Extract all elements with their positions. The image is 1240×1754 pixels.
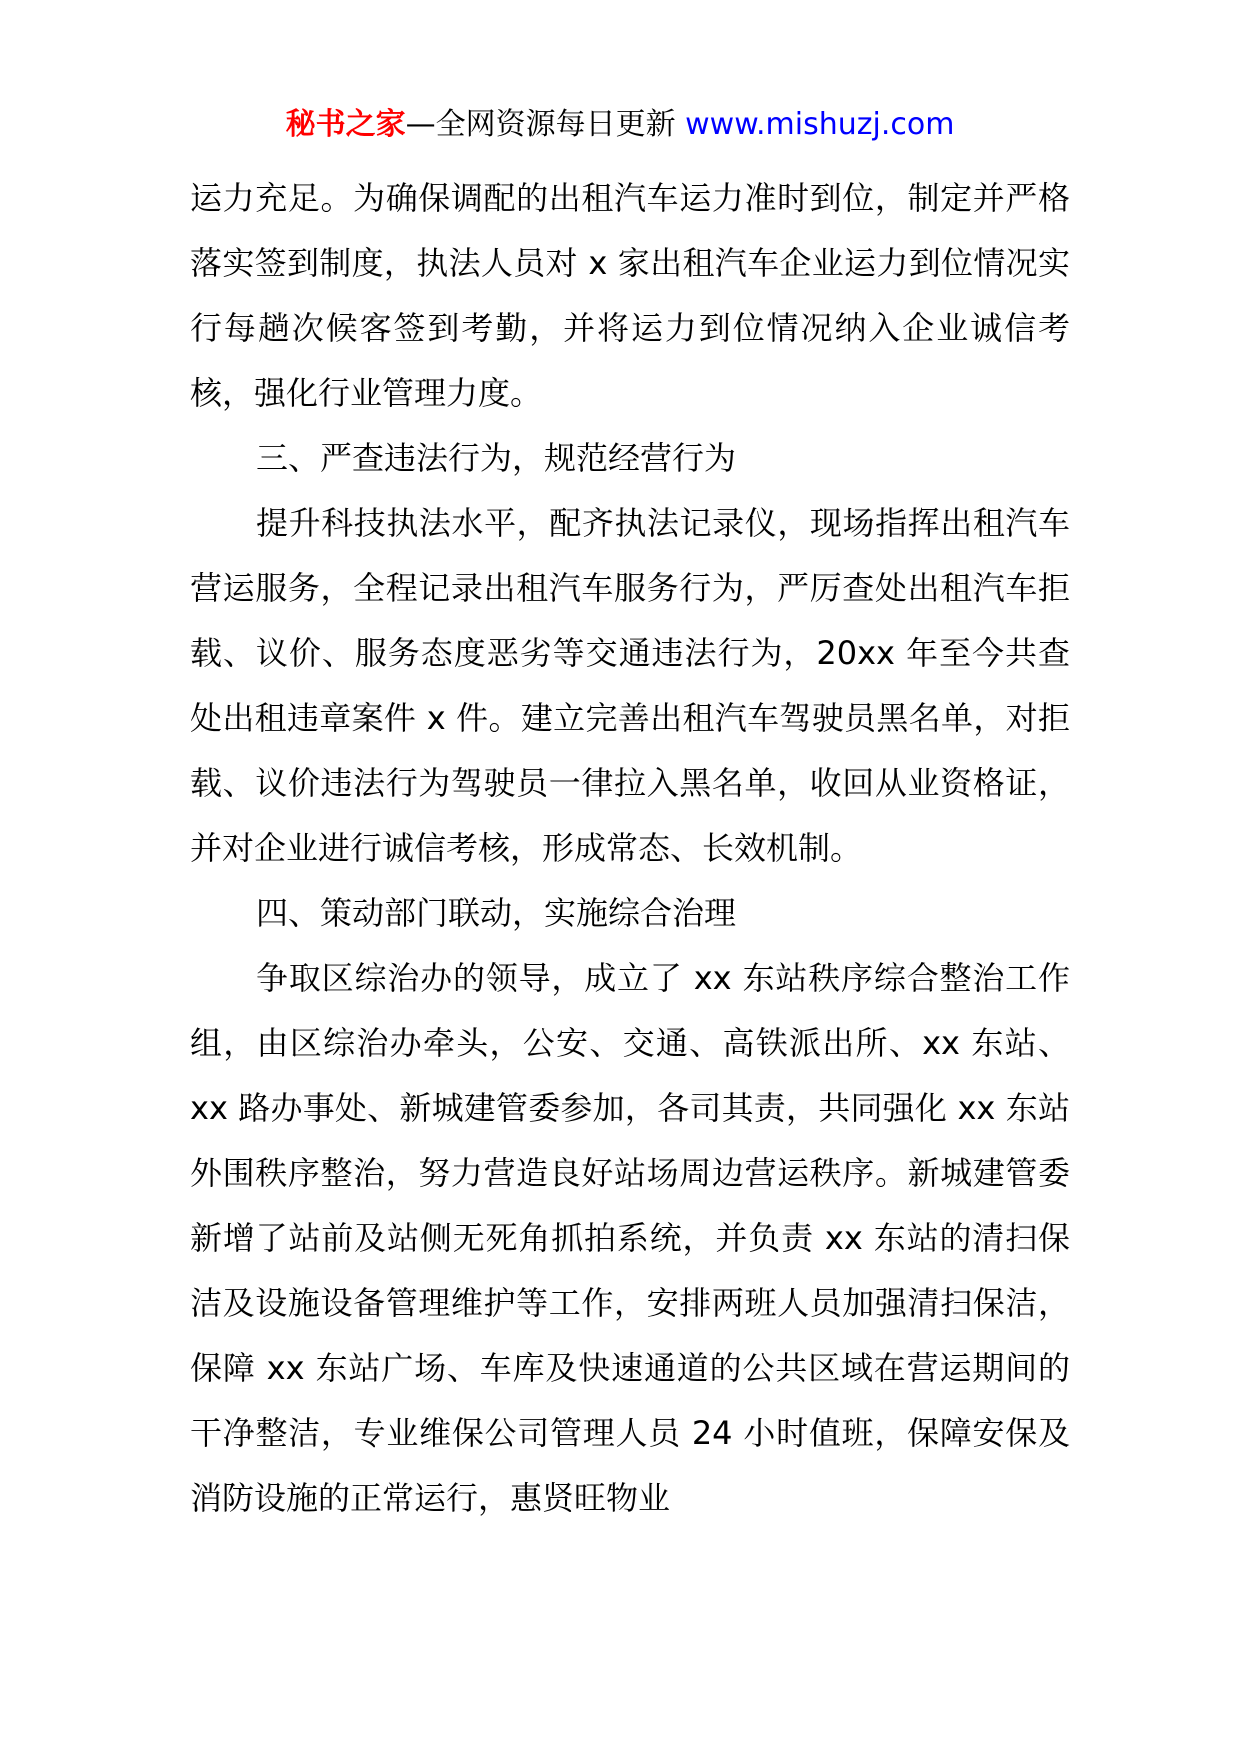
section-heading-3: 三、严查违法行为，规范经营行为 <box>256 439 737 477</box>
paragraph-section-3: 提升科技执法水平，配齐执法记录仪，现场指挥出租汽车营运服务，全程记录出租汽车服务行为，严厉查处出租汽车拒载、议价、服务态度恶劣等交通违法行为，20xx 年至今共查处出租违章案件 x 件。建立完善出租汽车驾驶员黑名单，对拒载、议价违法行为驾驶员一律拉入黑名单，收回从业资格证，并对企业进行诚信考核，形成常态、长效机制。 <box>190 504 1070 867</box>
site-url-link[interactable]: www.mishuzj.com <box>685 107 955 142</box>
paragraph-section-4: 争取区综治办的领导，成立了 xx 东站秩序综合整治工作组，由区综治办牵头，公安、交通、高铁派出所、xx 东站、xx 路办事处、新城建管委参加，各司其责，共同强化 xx 东站外围秩序整治，努力营造良好站场周边营运秩序。新城建管委新增了站前及站侧无死角抓拍系统，并负责 xx 东站的清扫保洁及设施设备管理维护等工作，安排两班人员加强清扫保洁，保障 xx 东站广场、车库及快速通道的公共区域在营运期间的干净整洁，专业维保公司管理人员 24 小时值班，保障安保及消防设施的正常运行，惠贤旺物业 <box>190 959 1070 1517</box>
site-tagline: —全网资源每日更新 <box>405 107 676 142</box>
site-header <box>0 103 1240 147</box>
paragraph-continuation: 运力充足。为确保调配的出租汽车运力准时到位，制定并严格落实签到制度，执法人员对 x 家出租汽车企业运力到位情况实行每趟次候客签到考勤，并将运力到位情况纳入企业诚信考核，强化行业管理力度。 <box>190 179 1070 412</box>
document-body <box>190 166 1070 1531</box>
section-heading-4: 四、策动部门联动，实施综合治理 <box>256 894 737 932</box>
site-brand: 秘书之家 <box>285 107 406 142</box>
